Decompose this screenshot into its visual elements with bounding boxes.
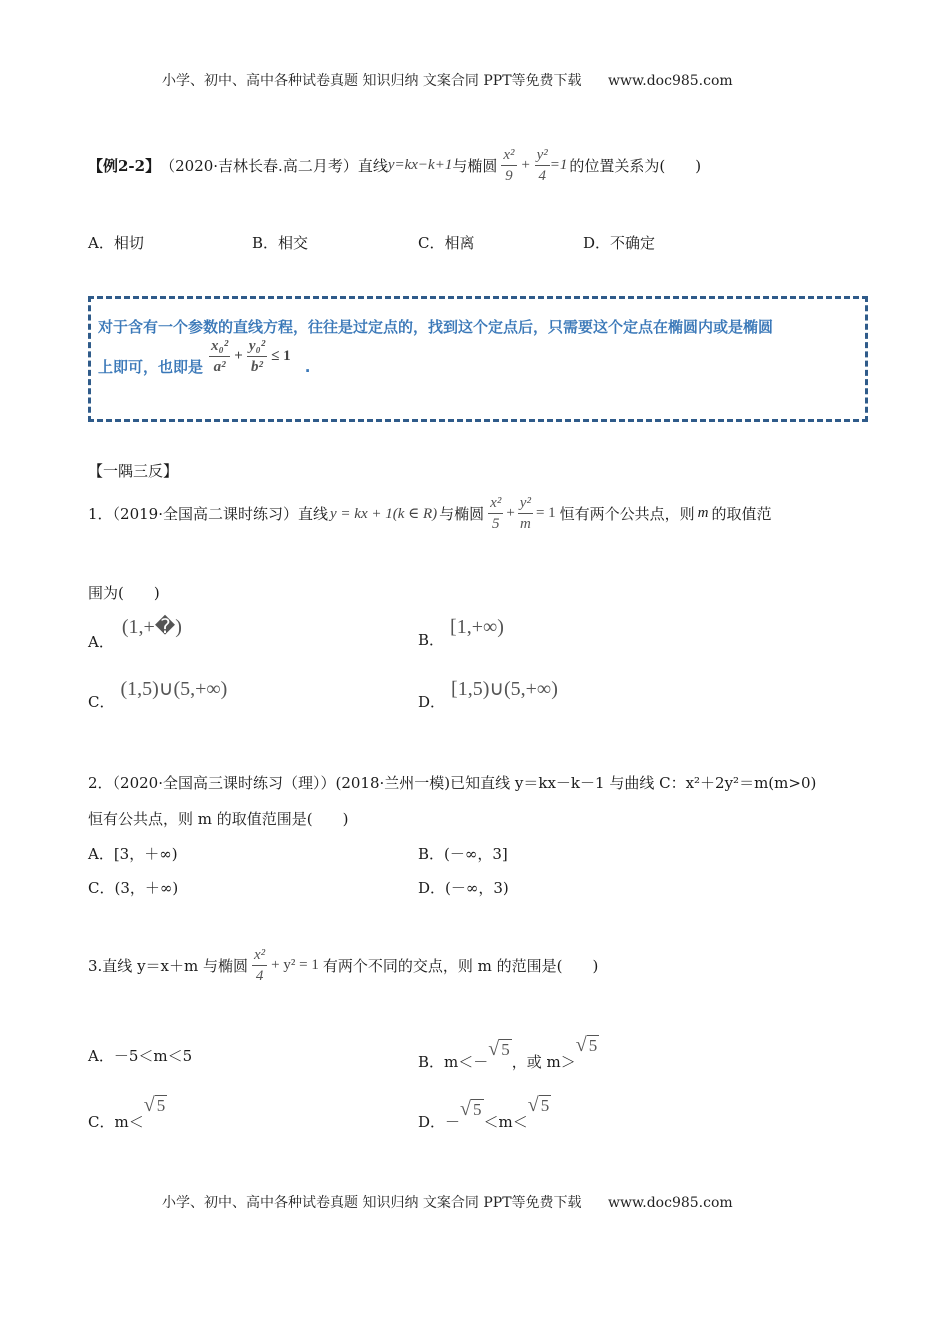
fraction-denominator: 5 xyxy=(491,516,500,532)
q1-mid: 与椭圆 xyxy=(439,505,485,523)
q1-line-equation: y = kx + 1(k ∈ R) xyxy=(330,506,438,522)
q1-line-2: 围为( ) xyxy=(88,584,160,602)
q1-option-d xyxy=(418,676,558,712)
sqrt-symbol: √ 5 xyxy=(143,1094,166,1116)
example-option-c: C．相离 xyxy=(418,234,475,252)
plus-sign: + xyxy=(234,348,243,364)
q2-option-b: B．(－∞，3] xyxy=(418,845,508,863)
header-site: www.doc985.com xyxy=(607,73,733,89)
q1-prefix: 1．（2019·全国高二课时练习）直线 xyxy=(88,505,328,523)
fraction-denominator: 9 xyxy=(505,168,513,184)
option-value: (1,+�) xyxy=(121,616,182,638)
footer-text: 小学、初中、高中各种试卷真题 知识归纳 文案合同 PPT等免费下载 xyxy=(162,1195,582,1211)
q2-option-a: A．[3，＋∞) xyxy=(88,845,178,863)
example-tail: 的位置关系为( ) xyxy=(569,157,702,175)
example-line-equation: y=kx−k+1 xyxy=(387,157,453,173)
sqrt-value: 5 xyxy=(156,1096,166,1115)
tip-line-2-prefix: 上即可，也即是 xyxy=(98,358,204,376)
fraction-numerator: y₀² xyxy=(247,337,267,357)
q2-line-2: 恒有公共点，则 m 的取值范围是( ) xyxy=(88,810,349,828)
q1-option-a xyxy=(88,614,182,652)
q1-variable-m: m xyxy=(697,505,709,521)
q3-option-c xyxy=(88,1094,167,1132)
fraction-denominator: m xyxy=(519,516,531,532)
q2-option-c: C．(3，＋∞) xyxy=(88,879,179,897)
equation-rhs: =1 xyxy=(549,157,568,173)
tip-line-1: 对于含有一个参数的直线方程，往往是过定点的，找到这个定点后，只需要这个定点在椭圆内或是椭圆 xyxy=(98,318,774,336)
q2-option-d: D．(－∞，3) xyxy=(418,879,509,897)
q1-option-c xyxy=(88,676,227,712)
fraction-numerator: x² xyxy=(501,146,516,166)
fraction-y2-over-m xyxy=(518,494,533,533)
sqrt-symbol: √ 5 xyxy=(575,1034,598,1056)
fraction-numerator: x² xyxy=(252,946,267,966)
fraction-x2-over-4 xyxy=(252,946,267,985)
fraction-denominator: a² xyxy=(213,359,226,375)
sqrt-value: 5 xyxy=(501,1040,510,1059)
tip-line-2-suffix: . xyxy=(304,357,311,376)
example-source: （2020·吉林长春.高二月考）直线 xyxy=(160,157,388,175)
header-text: 小学、初中、高中各种试卷真题 知识归纳 文案合同 PPT等免费下载 xyxy=(162,73,582,89)
option-label: C． xyxy=(88,693,115,711)
section-title: 【一隅三反】 xyxy=(88,462,179,480)
q3-option-a: A．－5＜m＜5 xyxy=(88,1047,193,1065)
plus-sign: + xyxy=(506,505,515,521)
sqrt-value: 5 xyxy=(588,1036,598,1055)
fraction-numerator: x² xyxy=(488,494,503,514)
fraction-x0-over-a xyxy=(209,337,230,376)
q1-tail-2: 的取值范 xyxy=(711,505,772,523)
fraction-denominator: 4 xyxy=(538,168,546,184)
q1-tail: 恒有两个公共点，则 xyxy=(559,505,695,523)
option-label: A． xyxy=(88,633,114,651)
plus-sign: + xyxy=(520,157,531,173)
example-option-d: D．不确定 xyxy=(583,234,656,252)
example-mid-text: 与椭圆 xyxy=(452,157,498,175)
footer-site: www.doc985.com xyxy=(607,1195,733,1211)
sqrt-symbol: √ 5 xyxy=(488,1038,510,1060)
option-text: D．－ xyxy=(418,1113,461,1131)
fraction-y2-over-4 xyxy=(535,146,550,185)
page-header xyxy=(162,70,733,90)
example-option-a: A．相切 xyxy=(88,234,144,252)
q3-tail: 有两个不同的交点，则 m 的范围是( ) xyxy=(322,957,599,975)
q3-option-b xyxy=(418,1034,599,1072)
q3-equation-rest: + y² = 1 xyxy=(271,957,319,973)
inequality-rhs: ≤ 1 xyxy=(271,348,291,364)
page-footer xyxy=(162,1192,733,1212)
fraction-denominator: 4 xyxy=(255,968,264,984)
sqrt-symbol: √ 5 xyxy=(460,1098,482,1120)
option-text: ，或 m＞ xyxy=(511,1053,576,1071)
question-3 xyxy=(88,946,598,985)
fraction-numerator: x₀² xyxy=(209,337,230,357)
option-value: [1,5)∪(5,+∞) xyxy=(451,678,558,700)
example-option-b: B．相交 xyxy=(252,234,309,252)
fraction-denominator: b² xyxy=(251,359,263,375)
question-1-line-1 xyxy=(88,494,772,533)
fraction-x2-over-5 xyxy=(488,494,503,533)
q2-line-1: 2．（2020·全国高三课时练习（理））(2018·兰州一模)已知直线 y＝kx－k－1 与曲线 C：x²＋2y²＝m(m>0) xyxy=(88,774,817,792)
q1-option-b xyxy=(418,616,504,650)
option-label: D． xyxy=(418,693,446,711)
equation-rhs: = 1 xyxy=(535,505,556,521)
option-label: B． xyxy=(418,631,445,649)
tip-line-2 xyxy=(98,336,310,377)
option-text: B．m＜－ xyxy=(418,1053,489,1071)
sqrt-symbol: √ 5 xyxy=(527,1094,550,1116)
fraction-y0-over-b xyxy=(247,337,267,376)
option-text: ＜m＜ xyxy=(483,1113,528,1131)
q3-prefix: 3.直线 y＝x＋m 与椭圆 xyxy=(88,957,249,975)
fraction-numerator: y² xyxy=(518,494,533,514)
fraction-numerator: y² xyxy=(535,146,550,166)
option-text: C．m＜ xyxy=(88,1113,144,1131)
option-value: (1,5)∪(5,+∞) xyxy=(120,678,228,700)
example-tag: 【例2-2】 xyxy=(88,157,161,175)
sqrt-value: 5 xyxy=(473,1100,482,1119)
sqrt-value: 5 xyxy=(540,1096,550,1115)
example-question xyxy=(88,146,701,185)
option-value: [1,+∞) xyxy=(450,616,504,638)
fraction-x2-over-9 xyxy=(501,146,516,185)
q3-option-d xyxy=(418,1094,551,1132)
